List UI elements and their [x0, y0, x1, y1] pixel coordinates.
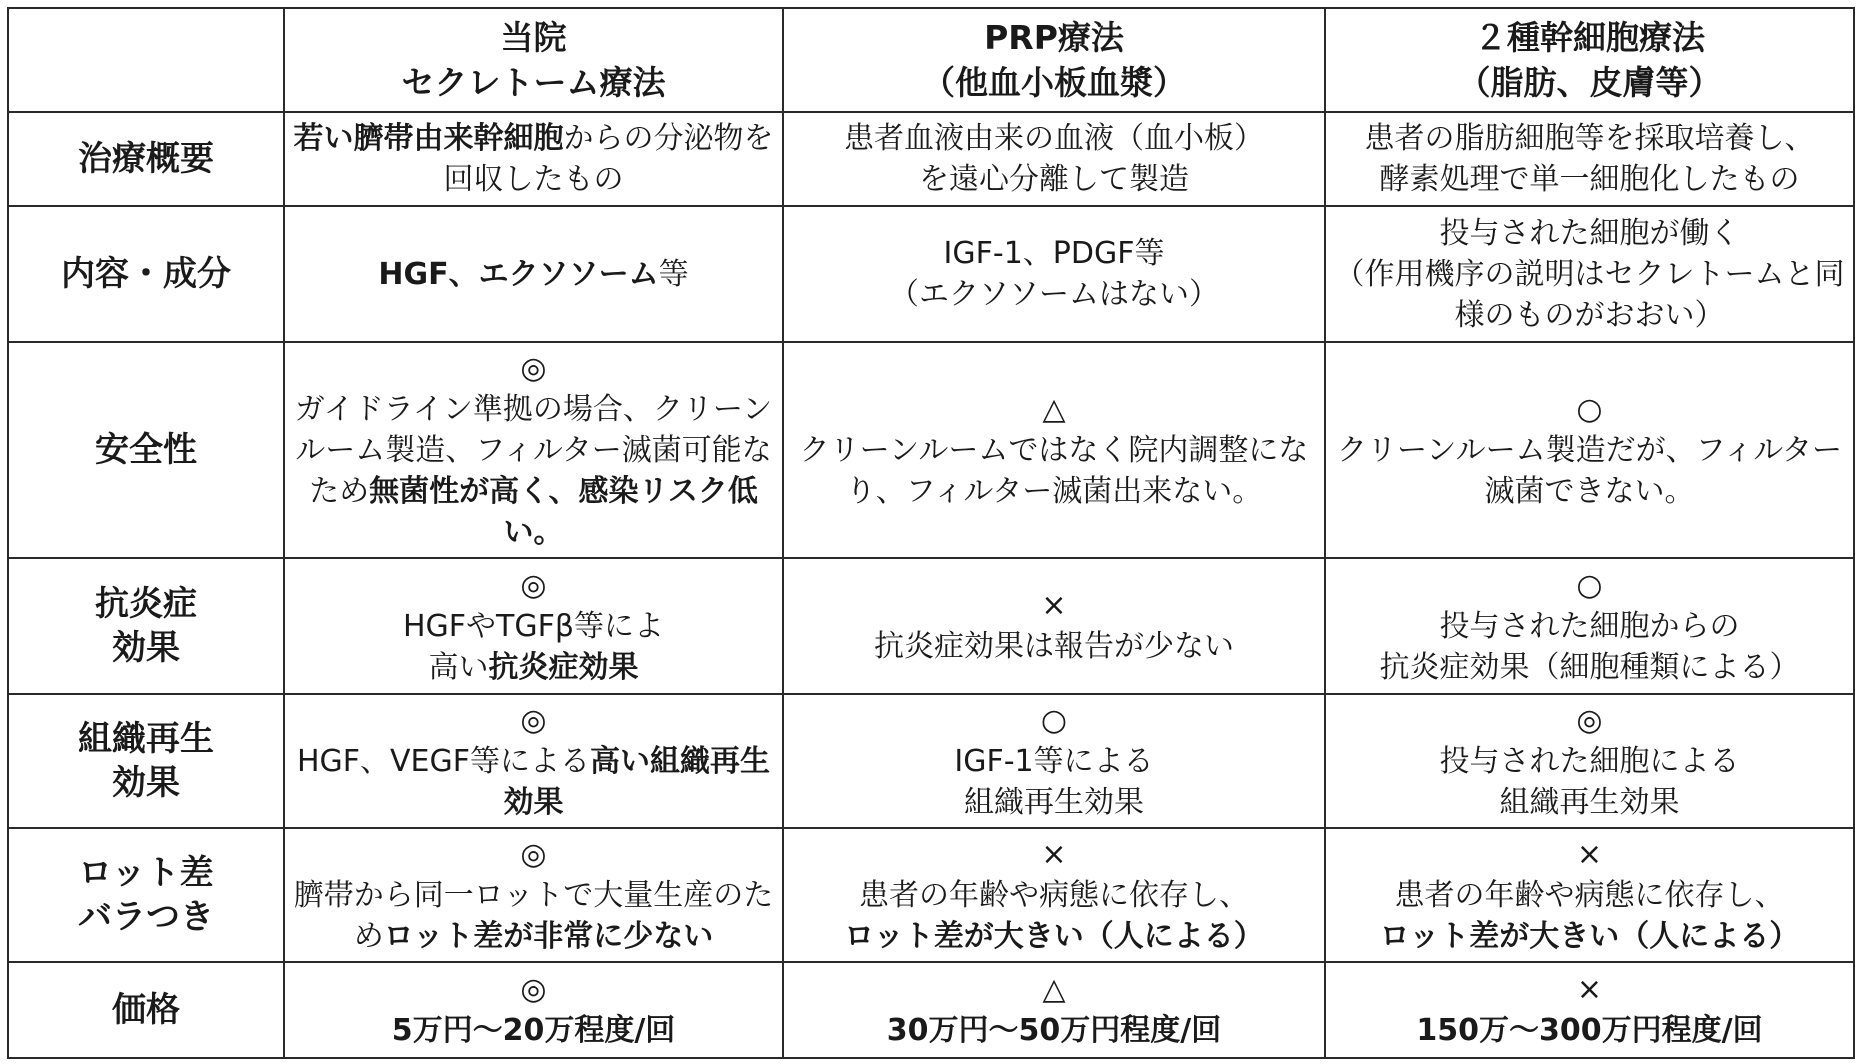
rating-symbol: ◎: [1576, 702, 1603, 738]
cell-price-stem-cell: [1325, 962, 1854, 1058]
cell-text: 抗炎症効果（細胞種類による）: [1379, 649, 1800, 685]
cell-safety-secretome: [284, 342, 783, 558]
rating-symbol: ○: [1040, 702, 1068, 738]
cell-anti-inflammatory-prp: [783, 558, 1325, 694]
rating-symbol: ○: [1576, 391, 1603, 427]
cell-text: クリーンルーム製造だが、フィルター滅菌できない。: [1336, 432, 1843, 509]
cell-text: 組織再生効果: [1499, 784, 1680, 820]
row-label-text: 治療概要: [78, 139, 214, 179]
cell-text-bold: HGF、エクソソーム: [378, 256, 659, 292]
rating-symbol: ×: [1576, 836, 1603, 872]
cell-text: 患者の年齢や病態に依存し、: [859, 877, 1249, 913]
rating-symbol: ×: [1576, 972, 1603, 1007]
rating-symbol: ○: [1576, 567, 1603, 603]
cell-text-bold: 150万～300万円程度/回: [1416, 1013, 1763, 1048]
table-row-tissue-regeneration: [8, 694, 1854, 828]
cell-text-bold: ロット差が大きい（人による）: [844, 918, 1264, 954]
column-header-prp: [783, 8, 1325, 112]
cell-text: 臍帯から同一ロットで大量生産のため: [293, 877, 774, 954]
cell-text-bold: ロット差が大きい（人による）: [1379, 918, 1800, 954]
cell-text: 抗炎症効果は報告が少ない: [874, 629, 1234, 664]
cell-text: HGF、VEGF等による: [296, 743, 591, 779]
row-label-text: バラつき: [78, 897, 214, 937]
rating-symbol: ◎: [520, 972, 547, 1007]
rating-symbol: ◎: [520, 350, 547, 386]
cell-overview-prp: [783, 112, 1325, 206]
cell-text: 高い: [428, 649, 489, 685]
cell-components-stem-cell: [1325, 206, 1854, 342]
column-header-stem-cell: [1325, 8, 1854, 112]
row-label-text: 組織再生: [78, 719, 214, 759]
cell-text: 投与された細胞が働く: [1439, 215, 1740, 251]
cell-anti-inflammatory-stem-cell: [1325, 558, 1854, 694]
treatment-comparison-table: [7, 7, 1855, 1059]
cell-text: 組織再生効果: [964, 784, 1144, 820]
cell-text-bold: 30万円～50万円程度/回: [886, 1013, 1222, 1048]
table-row-anti-inflammatory: [8, 558, 1854, 694]
cell-text-bold: 高い組織再生効果: [503, 743, 771, 820]
cell-text: からの分泌物を回収したもの: [443, 121, 774, 197]
row-label-lot-variation: [8, 828, 284, 962]
column-header-line1: ２種幹細胞療法: [1474, 18, 1705, 57]
cell-text-bold: 5万円～20万程度/回: [391, 1013, 676, 1048]
cell-text: （エクソソームはない）: [889, 277, 1219, 312]
header-row: [8, 8, 1854, 112]
cell-text: 患者の脂肪細胞等を採取培養し、: [1364, 121, 1815, 156]
row-label-text: 抗炎症: [95, 584, 197, 624]
column-header-line2: セクレトーム療法: [401, 63, 666, 102]
row-label-text: 内容・成分: [61, 254, 231, 294]
corner-cell: [8, 8, 284, 112]
column-header-secretome: [284, 8, 783, 112]
column-header-line1: 当院: [500, 18, 567, 57]
row-label-text: 価格: [112, 990, 180, 1030]
row-label-safety: [8, 342, 284, 558]
cell-safety-prp: [783, 342, 1325, 558]
table-row-overview: [8, 112, 1854, 206]
rating-symbol: ◎: [520, 567, 547, 603]
cell-text-bold: 抗炎症効果: [488, 649, 639, 685]
cell-tissue-regeneration-secretome: [284, 694, 783, 828]
cell-text: 投与された細胞からの: [1439, 608, 1740, 644]
rating-symbol: ◎: [520, 702, 547, 738]
cell-safety-stem-cell: [1325, 342, 1854, 558]
column-header-line2: （脂肪、皮膚等）: [1457, 63, 1722, 102]
cell-text-bold: 無菌性が高く、感染リスク低い。: [369, 473, 758, 550]
table-body: [8, 112, 1854, 1058]
cell-lot-variation-prp: [783, 828, 1325, 962]
rating-symbol: ×: [1041, 836, 1067, 872]
cell-price-prp: [783, 962, 1325, 1058]
row-label-text: 効果: [112, 763, 180, 803]
cell-text: IGF-1、PDGF等: [943, 236, 1165, 271]
cell-text: 患者血液由来の血液（血小板）: [844, 121, 1264, 156]
cell-text: HGFやTGFβ等によ: [402, 608, 665, 644]
cell-text: 投与された細胞による: [1439, 743, 1740, 779]
rating-symbol: △: [1042, 391, 1066, 427]
rating-symbol: △: [1042, 972, 1066, 1007]
row-label-text: ロット差: [78, 853, 214, 893]
cell-price-secretome: [284, 962, 783, 1058]
table-row-safety: [8, 342, 1854, 558]
cell-text: クリーンルームではなく院内調整になり、フィルター滅菌出来ない。: [799, 432, 1309, 509]
row-label-overview: [8, 112, 284, 206]
cell-tissue-regeneration-prp: [783, 694, 1325, 828]
column-header-line2: （他血小板血漿）: [922, 63, 1186, 102]
row-label-anti-inflammatory: [8, 558, 284, 694]
cell-overview-stem-cell: [1325, 112, 1854, 206]
cell-text: 等: [658, 256, 689, 292]
cell-text: IGF-1等による: [954, 743, 1154, 779]
row-label-components: [8, 206, 284, 342]
cell-components-prp: [783, 206, 1325, 342]
table-row-components: [8, 206, 1854, 342]
table-row-price: [8, 962, 1854, 1058]
cell-lot-variation-stem-cell: [1325, 828, 1854, 962]
comparison-table-container: [7, 7, 1855, 1059]
cell-lot-variation-secretome: [284, 828, 783, 962]
row-label-text: 効果: [112, 628, 180, 668]
cell-tissue-regeneration-stem-cell: [1325, 694, 1854, 828]
cell-components-secretome: [284, 206, 783, 342]
cell-anti-inflammatory-secretome: [284, 558, 783, 694]
cell-text: （作用機序の説明はセクレトームと同様のものがおおい）: [1334, 256, 1845, 333]
row-label-tissue-regeneration: [8, 694, 284, 828]
cell-overview-secretome: [284, 112, 783, 206]
cell-text: 患者の年齢や病態に依存し、: [1394, 877, 1785, 913]
row-label-text: 安全性: [95, 430, 197, 470]
cell-text-bold: 若い臍帯由来幹細胞: [293, 121, 564, 156]
cell-text: を遠心分離して製造: [919, 162, 1189, 197]
column-header-line1: PRP療法: [984, 18, 1124, 57]
cell-text: 酵素処理で単一細胞化したもの: [1379, 162, 1800, 197]
cell-text-bold: ロット差が非常に少ない: [383, 918, 714, 954]
rating-symbol: ◎: [520, 836, 547, 872]
rating-symbol: ×: [1041, 588, 1067, 623]
cell-text: ガイドライン準拠の場合、クリーンルーム製造、フィルター滅菌可能なため: [294, 391, 773, 509]
table-row-lot-variation: [8, 828, 1854, 962]
row-label-price: [8, 962, 284, 1058]
